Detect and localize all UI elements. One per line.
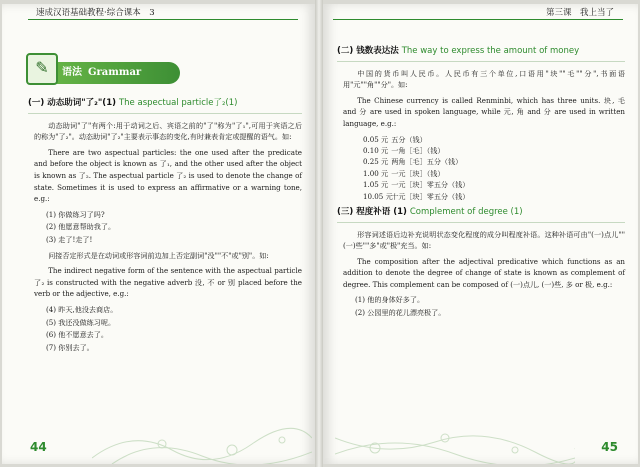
section-3-title (337, 207, 625, 223)
section-1-title-en: The aspectual particle了₂(1) (118, 98, 238, 108)
right-header-text: 第三课 我上当了 (545, 8, 614, 18)
left-page-number: 44 (30, 440, 47, 454)
currency-amount: 0.10 元 (363, 145, 389, 155)
example-sentence: (4) 昨天,他没去商店。 (46, 304, 118, 314)
paragraph-zh-2: 问接否定形式是在动词或形容词前边加上否定副词"没""不"或"别"。如: (48, 250, 269, 260)
currency-row (363, 179, 625, 190)
left-running-header (2, 4, 315, 22)
currency-row (363, 191, 625, 202)
section-1-title (28, 98, 302, 114)
section-2-title (337, 46, 625, 62)
example-sentence: (2) 公园里的花儿漂亮极了。 (355, 308, 446, 318)
paragraph-en-4: The composition after the adjectival predicative which functions as an addition to denote the degree of change of state is known as complement of degree. This complement can be composed of (一)点儿, (一)些, 多 or 极, e.g.: (343, 256, 625, 289)
floral-decoration (92, 408, 312, 464)
section-2-title-zh: (二) 钱数表达法 (337, 46, 399, 56)
right-running-header (323, 4, 638, 22)
currency-reading: 五分（钱） (391, 134, 427, 144)
currency-row (363, 145, 625, 156)
paragraph-zh-4: 形容词述语后边补充说明状态变化程度的成分叫程度补语。这种补语可由"(一)点儿""(一)些""多"或"极"充当。如: (343, 229, 625, 251)
right-page (323, 4, 638, 464)
currency-row (363, 156, 625, 167)
example-sentence: (1) 你做练习了吗? (46, 209, 105, 219)
example-sentence: (7) 你别去了。 (46, 342, 94, 352)
currency-amount: 10.05 元 (363, 191, 393, 201)
left-header-text: 速成汉语基础教程·综合课本 3 (36, 8, 155, 18)
example-sentence: (1) 他的身体好多了。 (355, 295, 425, 305)
example-sentence: (5) 我还没做练习呢。 (46, 317, 116, 327)
paragraph-zh-1: 动态助词"了"有两个:用于动词之后、宾语之前的"了"称为"了₁",可用于宾语之后的称为"了₂"。动态助词"了₂"主要表示事态的变化,有时兼表肯定或提醒的语气。如: (34, 120, 302, 142)
section-1-title-zh: (一) 动态助词"了₂"(1) (28, 98, 116, 108)
example-sentence: (6) 他不愿意去了。 (46, 330, 108, 340)
section-2-title-en: The way to express the amount of money (401, 46, 580, 56)
currency-reading: 十元［块］零五分（钱） (391, 191, 470, 201)
currency-amount: 0.05 元 (363, 134, 389, 144)
section-3-title-zh: (三) 程度补语 (1) (337, 206, 407, 217)
paragraph-en-2: The indirect negative form of the sentence with the aspectual particle 了₂ is constructed with the negative adverb 没, 不 or 别 placed before the verb or the adjective, e.g.: (34, 266, 302, 299)
floral-decoration (335, 408, 575, 464)
right-header-rule (333, 19, 623, 20)
left-content (28, 98, 302, 354)
grammar-banner-en: Grammar (88, 67, 142, 78)
example-sentence: (2) 他愿意帮助我了。 (46, 222, 116, 232)
paragraph-zh-3: 中国的货币叫人民币。人民币有三个单位,口语用"块""毛""分",书面语用"元""角""分"。如: (343, 68, 625, 90)
right-content (337, 46, 625, 320)
paragraph-en-3: The Chinese currency is called Renminbi, which has three units. 块, 毛 and 分 are used in spoken language, while 元, 角 and 分 are used in written language, e.g.: (343, 95, 625, 128)
section-3-title-en: Complement of degree (1) (409, 206, 523, 217)
grammar-banner-zh: 语法 (62, 67, 82, 78)
currency-reading: 两角［毛］五分（钱） (391, 157, 463, 167)
currency-row (363, 168, 625, 179)
currency-reading: 一角［毛］（钱） (391, 145, 445, 155)
book-gutter (315, 0, 323, 467)
left-header-rule (28, 19, 298, 20)
currency-table (363, 134, 625, 202)
right-page-number: 45 (601, 440, 618, 454)
left-page (2, 4, 315, 464)
grammar-banner (30, 58, 180, 84)
paragraph-en-1: There are two aspectual particles: the one used after the predicate and before the object is known as 了₁, and the other used after the object is known as 了₂. The aspectual particle 了₂ is used to denote the change of state. Sometimes it is used to express an affirmative or a warning tone, e.g.: (34, 147, 302, 204)
currency-reading: 一元［块］零五分（钱） (391, 180, 470, 190)
currency-reading: 一元［块］（钱） (391, 168, 445, 178)
currency-amount: 1.00 元 (363, 168, 389, 178)
currency-amount: 0.25 元 (363, 157, 389, 167)
example-sentence: (3) 走了!走了! (46, 234, 93, 244)
grammar-book-icon: ✎ (26, 53, 58, 85)
currency-amount: 1.05 元 (363, 180, 389, 190)
currency-row (363, 134, 625, 145)
